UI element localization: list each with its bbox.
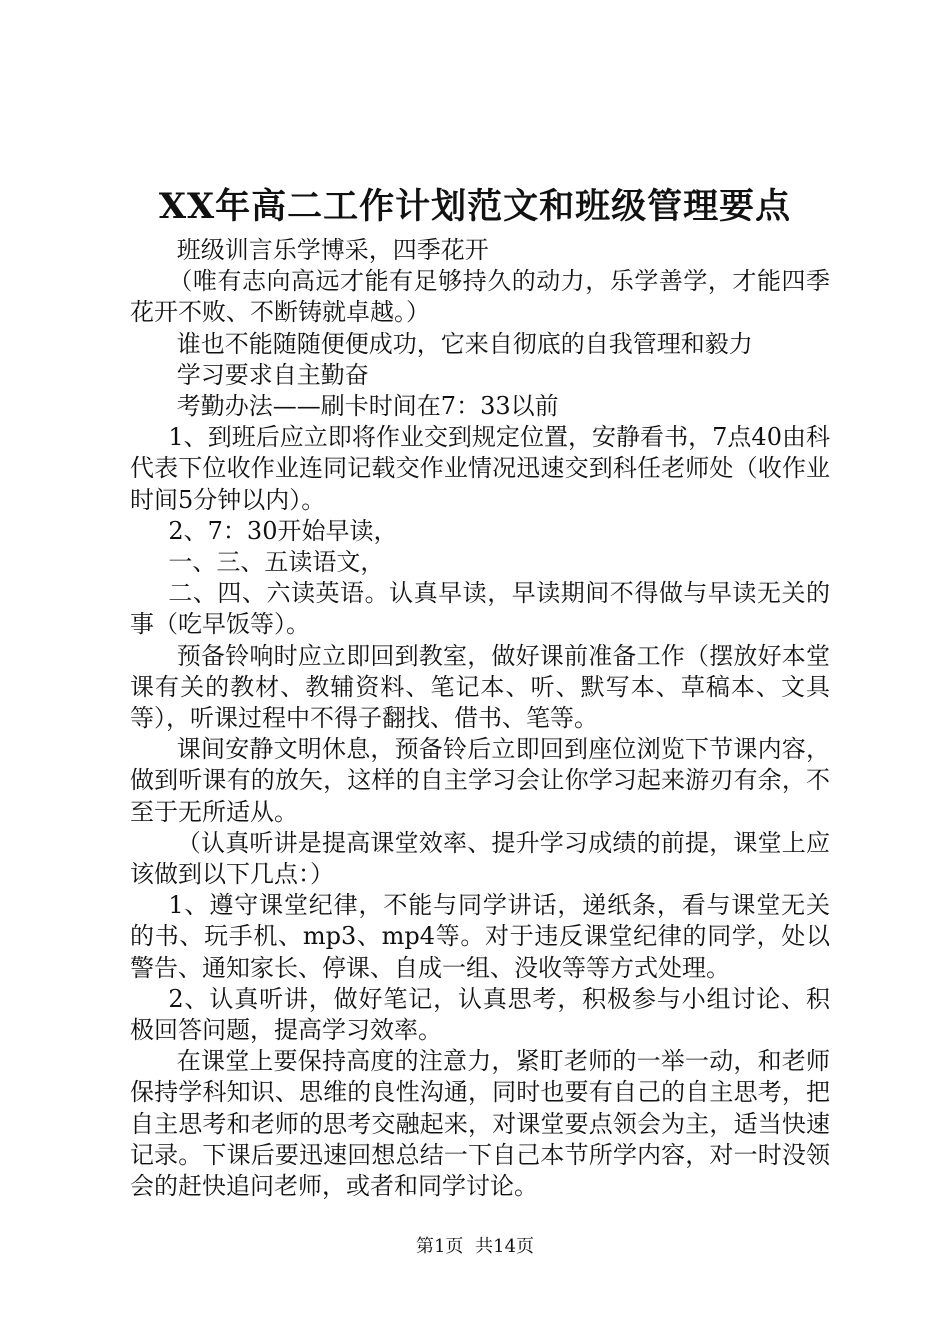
paragraph-attentive-listening: 2、认真听讲，做好笔记，认真思考，积极参与小组讨论、积极回答问题，提高学习效率。 xyxy=(130,984,830,1045)
paragraph-motto-explanation: （唯有志向高远才能有足够持久的动力，乐学善学，才能四季花开不败、不断铸就卓越。） xyxy=(130,267,830,327)
paragraph-break-rest: 课间安静文明休息，预备铃后立即回到座位浏览下节课内容，做到听课有的放矢，这样的自主学习会让你学习起来游刃有余，不至于无所适从。 xyxy=(130,735,830,826)
paragraph-concentration: 在课堂上要保持高度的注意力，紧盯老师的一举一动，和老师保持学科知识、思维的良性沟通，同时也要有自己的自主思考，把自主思考和老师的思考交融起来，对课堂要点领会为主，适当快速记录。下课后要迅速回想总结一下自己本节所学内容，对一时没领会的赶快追问老师，或者和同学讨论。 xyxy=(130,1047,830,1201)
document-title: XX年高二工作计划范文和班级管理要点 xyxy=(158,186,792,227)
paragraph-class-motto: 班级训言乐学博采，四季花开 xyxy=(176,236,489,264)
paragraph-homework-rule: 1、到班后应立即将作业交到规定位置，安静看书，7点40由科代表下位收作业连同记载交作业情况迅速交到科任老师处（收作业时间5分钟以内）。 xyxy=(130,423,830,514)
paragraph-chinese-days: 一、三、五读语文， xyxy=(168,548,385,577)
paragraph-morning-reading: 2、7：30开始早读， xyxy=(168,516,398,545)
page-number-footer: 第1页 共14页 xyxy=(415,1236,535,1257)
paragraph-attendance-method: 考勤办法——刷卡时间在7：33以前 xyxy=(176,392,559,421)
document-body xyxy=(130,235,830,1202)
paragraph-study-requirement: 学习要求自主勤奋 xyxy=(176,360,369,389)
paragraph-listening-intro: （认真听讲是提高课堂效率、提升学习成绩的前提，课堂上应该做到以下几点：） xyxy=(130,828,830,889)
paragraph-preparation-bell: 预备铃响时应立即回到教室，做好课前准备工作（摆放好本堂课有关的教材、教辅资料、笔记本、听、默写本、草稿本、文具等），听课过程中不得子翻找、借书、笔等。 xyxy=(130,641,830,733)
paragraph-english-days: 二、四、六读英语。认真早读，早读期间不得做与早读无关的事（吃早饭等）。 xyxy=(130,579,830,639)
paragraph-class-discipline: 1、遵守课堂纪律，不能与同学讲话，递纸条，看与课堂无关的书、玩手机、mp3、mp4等。对于违反课堂纪律的同学，处以警告、通知家长、停课、自成一组、没收等等方式处理。 xyxy=(130,891,830,982)
paragraph-self-management: 谁也不能随随便便成功，它来自彻底的自我管理和毅力 xyxy=(176,329,753,358)
